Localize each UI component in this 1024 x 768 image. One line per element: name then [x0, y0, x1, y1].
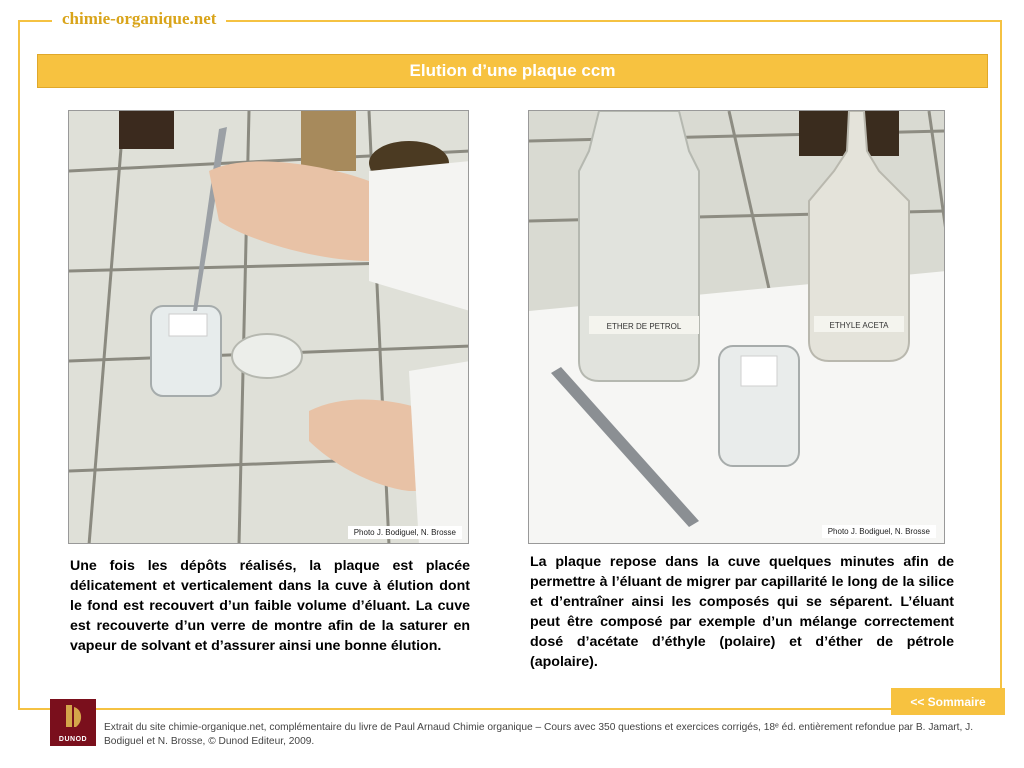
photo-left-credit: Photo J. Bodiguel, N. Brosse	[348, 526, 462, 539]
bottle-label-ether-de-petrole: ETHER DE PETROL	[606, 322, 682, 331]
photo-right-credit: Photo J. Bodiguel, N. Brosse	[822, 525, 936, 538]
site-name: chimie-organique.net	[52, 9, 226, 29]
sommaire-button[interactable]: << Sommaire	[891, 688, 1005, 715]
title-banner	[37, 54, 988, 88]
footer-citation: Extrait du site chimie-organique.net, complémentaire du livre de Paul Arnaud Chimie organique – Cours avec 350 questions et exercices corrigés, 18ᵉ éd. entièrement refondue par B. Jamart, J. Bodiguel et N. Brosse, © Dunod Editeur, 2009.	[104, 722, 974, 747]
left-description: Une fois les dépôts réalisés, la plaque est placée délicatement et verticalement dans la cuve à élution dont le fond est recouvert d’un faible volume d’éluant. La cuve est recouverte d’un verre de montre afin de la saturer en vapeur de solvant et d’assurer ainsi une bonne élution.	[70, 558, 470, 654]
photo-tlc-elution-setup	[528, 110, 945, 544]
right-description: La plaque repose dans la cuve quelques minutes afin de permettre à l’éluant de migrer par capillarité le long de la silice et d’entraîner ainsi les composés qui se séparent. L’éluant peut être composé par exemple d’un mélange correctement dosé d’acétate d’éthyle (polaire) et d’éther de pétrole (apolaire).	[530, 554, 954, 670]
dunod-logo	[50, 699, 96, 746]
dunod-logo-icon	[50, 699, 96, 735]
page-title: Elution d’une plaque ccm	[409, 61, 616, 80]
bottle-label-ethyle-acetate: ETHYLE ACETA	[829, 321, 889, 330]
dunod-logo-text: DUNOD	[58, 736, 88, 743]
photo-tlc-plate-placement	[68, 110, 469, 544]
photo-right-illustration	[529, 111, 945, 544]
photo-left-illustration	[69, 111, 469, 544]
